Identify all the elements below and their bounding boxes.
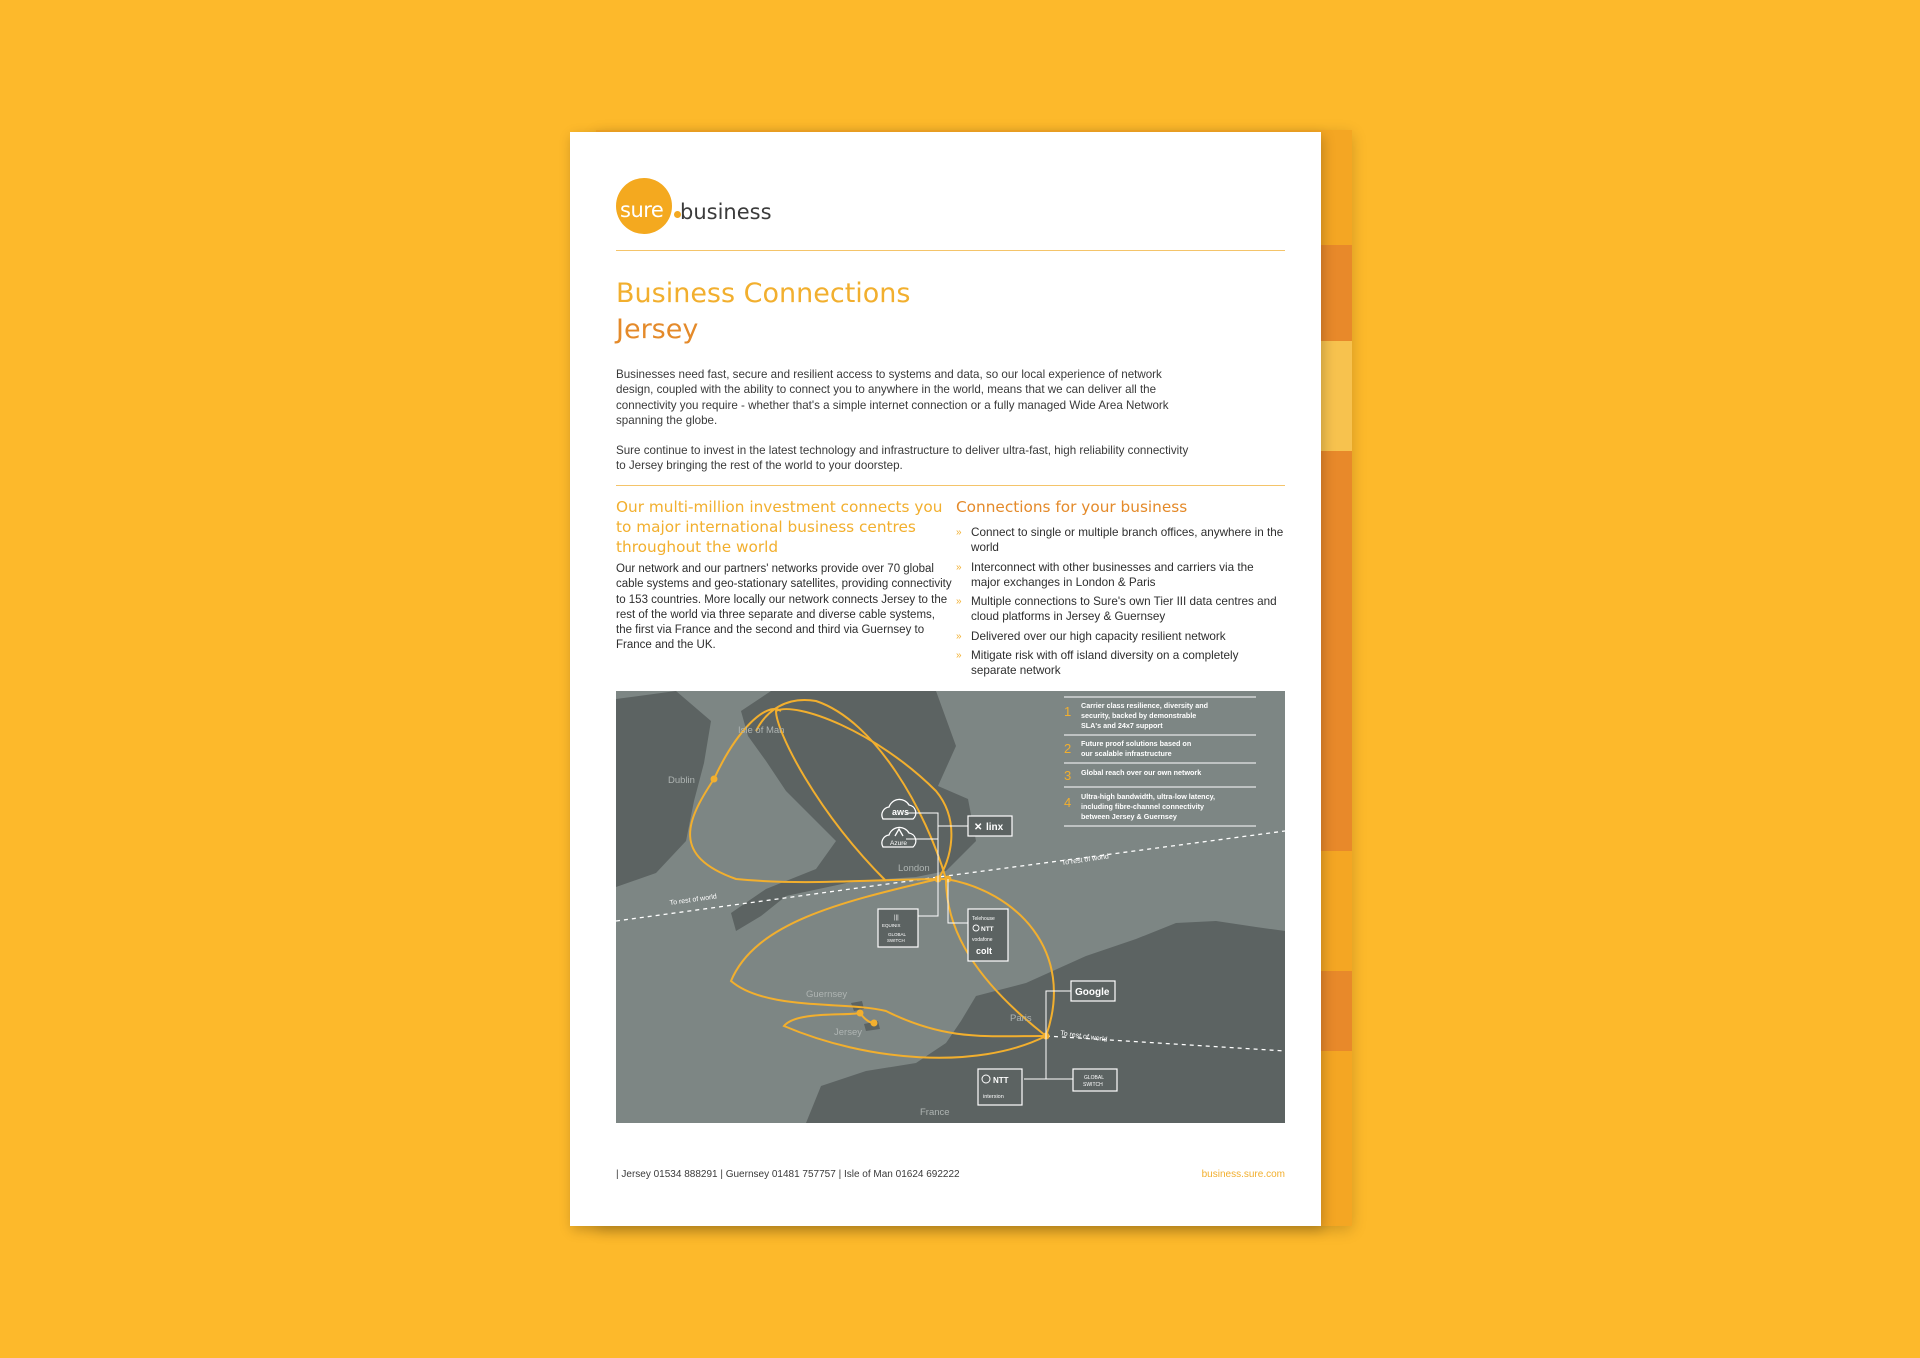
jersey-node <box>871 1020 878 1027</box>
feature-number: 4 <box>1064 795 1072 810</box>
azure-label: Azure <box>890 840 907 847</box>
page-subtitle: Jersey <box>616 314 699 345</box>
header-divider <box>616 250 1285 251</box>
google-label: Google <box>1075 987 1110 998</box>
bullet-chevron-icon: » <box>956 630 962 642</box>
right-column-heading: Connections for your business <box>956 498 1188 516</box>
list-item <box>956 648 1286 678</box>
feature-number: 1 <box>1064 704 1072 719</box>
feature-text: security, backed by demonstrable <box>1081 711 1197 720</box>
jersey-label: Jersey <box>834 1027 862 1038</box>
colt-label: colt <box>976 946 993 956</box>
list-item-text: Multiple connections to Sure's own Tier III data centres and cloud platforms in Jersey & Guernsey <box>971 595 1277 624</box>
to-world-label: To rest of world <box>1061 853 1110 867</box>
footer-website-link[interactable]: business.sure.com <box>1201 1169 1285 1180</box>
left-column-heading: Our multi-million investment connects you to major international business centres throughout the world <box>616 498 943 556</box>
paris-carriers-box <box>978 1069 1022 1105</box>
switch-label: SWITCH <box>1083 1082 1103 1088</box>
to-world-label: To rest of world <box>669 893 718 907</box>
paris-label: Paris <box>1010 1013 1032 1024</box>
left-column-body: Our network and our partners' networks provide over 70 global cable systems and geo-stationary satellites, providing connectivity to 153 countries. More locally our network connects Jersey to the rest of the world via three separate and diverse cable systems, the first via France and the second and third via Guernsey to France and the UK. <box>616 563 952 652</box>
global-label: GLOBAL <box>1084 1075 1105 1081</box>
guernsey-node <box>857 1010 864 1017</box>
bullet-chevron-icon: » <box>956 527 962 538</box>
feature-number: 2 <box>1064 741 1072 756</box>
equinix-globalswitch-box <box>878 909 918 947</box>
london-label: London <box>898 863 930 874</box>
intro-paragraph-2: Sure continue to invest in the latest technology and infrastructure to deliver ultra-fast, high reliability connectivity to Jersey bringing the rest of the world to your doorstep. <box>616 444 1189 473</box>
feature-text: our scalable infrastructure <box>1081 749 1172 758</box>
switch-label: SWITCH <box>887 938 905 943</box>
vodafone-label: vodafone <box>972 937 993 943</box>
equinix-mark-icon: ||| <box>894 915 899 921</box>
list-item <box>956 594 1286 624</box>
telehouse-label: Telehouse <box>972 916 995 922</box>
list-item-text: Connect to single or multiple branch offices, anywhere in the world <box>971 526 1284 554</box>
footer-contacts: | Jersey 01534 888291 | Guernsey 01481 757757 | Isle of Man 01624 692222 <box>616 1169 960 1180</box>
isle-of-man-label: Isle of Man <box>738 725 785 736</box>
feature-text: including fibre-channel connectivity <box>1081 802 1205 811</box>
bullet-chevron-icon: » <box>956 561 962 573</box>
aws-label: aws <box>892 807 910 817</box>
section-divider <box>616 485 1285 486</box>
network-map <box>616 691 1285 1123</box>
bullet-chevron-icon: » <box>956 596 962 608</box>
list-item <box>956 560 1286 590</box>
network-map-svg <box>616 691 1285 1123</box>
list-item <box>956 525 1286 555</box>
list-item <box>956 629 1286 644</box>
feature-text: between Jersey & Guernsey <box>1081 812 1177 821</box>
linx-box <box>968 816 1012 836</box>
feature-text: Future proof solutions based on <box>1081 739 1192 748</box>
intro-paragraph-1: Businesses need fast, secure and resilient access to systems and data, so our local experience of network design, coupled with the ability to connect you to anywhere in the world, means that we can deliver all the connectivity you require - whether that's a simple internet connection or a fully managed Wide Area Network spanning the globe. <box>616 368 1169 427</box>
linx-x-icon: ✕ <box>974 822 983 833</box>
logo-word: sure <box>620 198 664 222</box>
ntt-label: NTT <box>981 926 994 933</box>
feature-number: 3 <box>1064 768 1072 783</box>
document-page <box>570 132 1321 1226</box>
list-item-text: Interconnect with other businesses and carriers via the major exchanges in London & Paris <box>971 560 1254 589</box>
dublin-label: Dublin <box>668 775 695 786</box>
feature-text: Global reach over our own network <box>1081 768 1202 777</box>
connections-list <box>956 525 1286 683</box>
google-box <box>1071 981 1115 1001</box>
feature-text: Carrier class resilience, diversity and <box>1081 701 1209 710</box>
to-world-label: To rest of world <box>1059 1030 1108 1044</box>
global-label: GLOBAL <box>888 932 907 937</box>
paris-globalswitch-box <box>1073 1069 1117 1091</box>
sure-business-logo <box>616 178 772 234</box>
france-label: France <box>920 1107 950 1118</box>
logo-circle <box>616 178 672 234</box>
interxion-label: interxion <box>983 1094 1004 1100</box>
page-title: Business Connections <box>616 278 911 309</box>
dublin-node <box>711 776 718 783</box>
list-item-text: Delivered over our high capacity resilient network <box>971 629 1226 643</box>
ntt-label: NTT <box>993 1076 1009 1085</box>
bullet-chevron-icon: » <box>956 650 962 662</box>
linx-label: linx <box>986 822 1004 833</box>
london-carriers-box <box>968 909 1008 961</box>
logo-suffix: business <box>680 200 772 224</box>
guernsey-label: Guernsey <box>806 989 848 1000</box>
equinix-label: EQUINIX <box>882 923 901 928</box>
list-item-text: Mitigate risk with off island diversity on a completely separate network <box>971 649 1239 678</box>
feature-text: Ultra-high bandwidth, ultra-low latency, <box>1081 792 1216 801</box>
feature-text: SLA's and 24x7 support <box>1081 721 1163 730</box>
